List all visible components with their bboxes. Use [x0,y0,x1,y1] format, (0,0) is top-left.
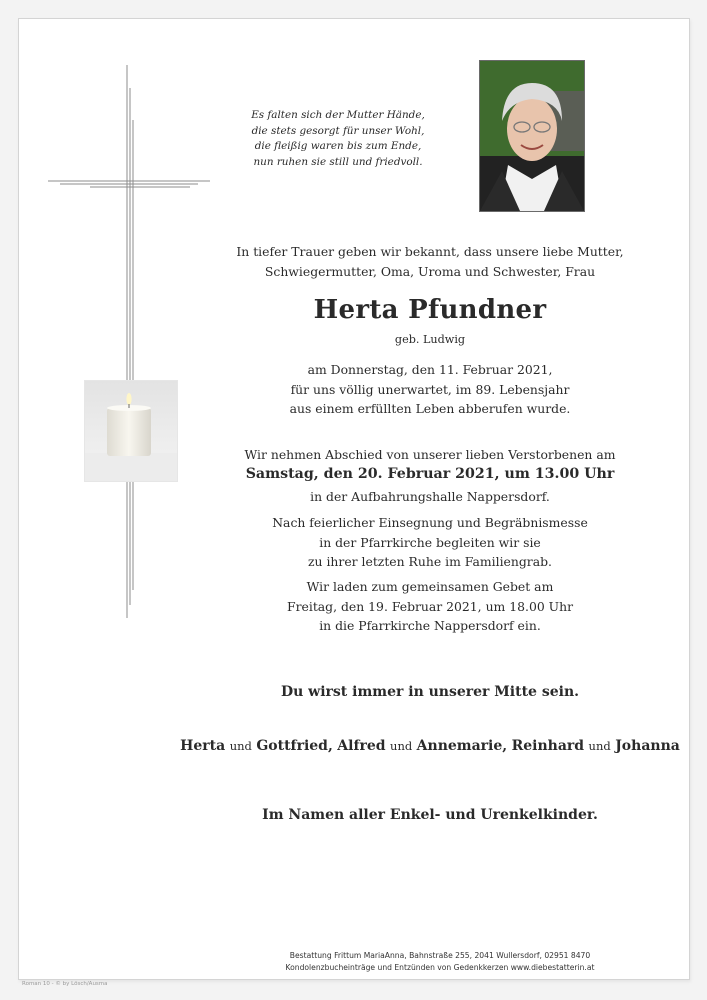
footer-line: Kondolenzbucheinträge und Entzünden von Gedenkkerzen www.diebestatterin.at [285,963,595,972]
prayer-details [200,577,660,636]
intro-line: Schwiegermutter, Oma, Uroma und Schwester, Frau [264,263,596,279]
undertaker-footer [220,950,660,974]
conjunction: und [229,739,252,753]
mourner-name: Annemarie, [416,738,508,754]
mourner-name: Reinhard [511,738,585,754]
mourner-name: Gottfried, [256,738,333,754]
footer-line: Bestattung Frittum MariaAnna, Bahnstraße 255, 2041 Wullersdorf, 02951 8470 [289,951,591,960]
template-credit: Roman 10 - © by Lösch/Ausma [22,981,108,987]
death-line: am Donnerstag, den 11. Februar 2021, [307,362,553,377]
funeral-place: in der Aufbahrungshalle Nappersdorf. [310,489,550,504]
cross-icon [40,60,220,630]
intro-line: In tiefer Trauer geben wir bekannt, dass unsere liebe Mutter, [236,244,624,259]
prayer-line: in die Pfarrkirche Nappersdorf ein. [319,618,541,633]
candle-icon [85,381,177,481]
ceremony-line: in der Pfarrkirche begleiten wir sie [319,534,541,550]
conjunction: und [390,739,413,753]
farewell-line: Wir nehmen Abschied von unserer lieben Verstorbenen am [244,447,616,462]
poem-line: die stets gesorgt für unser Wohl, [251,124,425,137]
portrait-icon [480,61,584,211]
poem-line: die fleißig waren bis zum Ende, [254,140,422,152]
funeral-date: Samstag, den 20. Februar 2021, um 13.00 Uhr [245,466,615,482]
death-line: aus einem erfüllten Leben abberufen wurde. [289,401,571,416]
candle-image [84,380,178,482]
portrait-photo [479,60,585,212]
ceremony-line: zu ihrer letzten Ruhe im Familiengrab. [308,554,552,569]
poem-line: Es falten sich der Mutter Hände, [251,109,425,121]
ceremony-line: Nach feierlicher Einsegnung und Begräbnismesse [272,515,588,530]
poem-line: nun ruhen sie still und friedvoll. [253,155,423,168]
mourner-name: Herta [180,738,226,754]
birth-name: geb. Ludwig [394,333,466,346]
conjunction: und [588,739,611,753]
prayer-line: Freitag, den 19. Februar 2021, um 18.00 Uhr [287,598,573,614]
ceremony-details [200,513,660,572]
mourners-list [180,738,680,754]
poem [240,108,436,170]
grandchildren-line: Im Namen aller Enkel- und Urenkelkinder. [262,807,598,823]
announcement-intro [200,242,660,281]
mourner-name: Johanna [615,738,680,754]
prayer-line: Wir laden zum gemeinsamen Gebet am [306,579,554,594]
deceased-name: Herta Pfundner [313,295,547,325]
death-line: für uns völlig unerwartet, im 89. Lebensjahr [290,381,570,397]
mourner-name: Alfred [337,738,386,754]
death-details [200,360,660,419]
memorial-motto: Du wirst immer in unserer Mitte sein. [280,684,579,700]
